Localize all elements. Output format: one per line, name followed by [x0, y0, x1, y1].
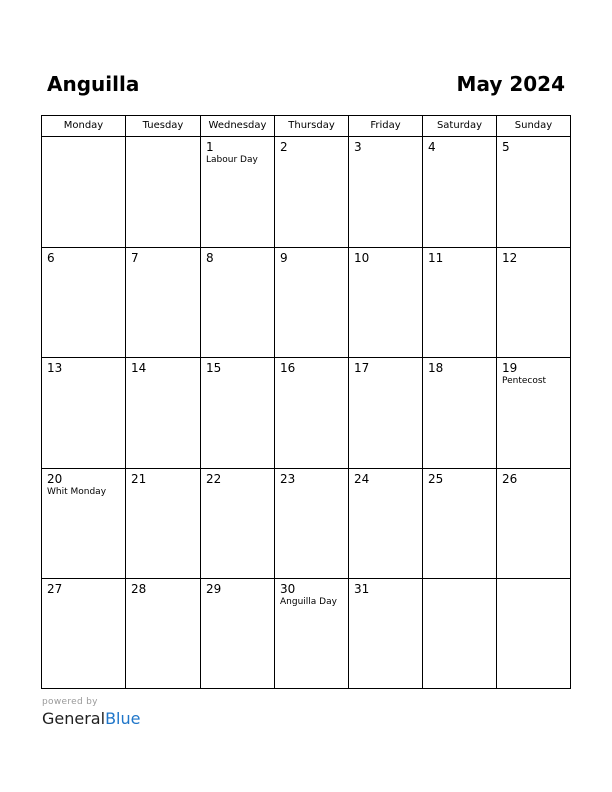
day-number: 11	[428, 251, 444, 265]
holiday-label: Labour Day	[206, 155, 258, 165]
day-cell	[423, 579, 497, 688]
day-cell	[349, 579, 423, 688]
day-cell	[349, 248, 423, 357]
day-number: 2	[280, 140, 288, 154]
day-cell	[126, 358, 201, 468]
day-cell	[349, 358, 423, 468]
day-number: 8	[206, 251, 214, 265]
day-cell	[275, 579, 349, 688]
day-cell	[423, 137, 497, 247]
powered-by-text: powered by	[42, 697, 98, 707]
day-number: 30	[280, 582, 296, 596]
week-row	[42, 137, 570, 248]
brand-general-text: General	[42, 709, 106, 728]
day-cell	[497, 358, 570, 468]
day-cell	[497, 579, 570, 688]
day-number: 28	[131, 582, 147, 596]
day-cell	[201, 248, 275, 357]
day-number: 21	[131, 472, 147, 486]
weekday-friday: Friday	[349, 116, 423, 136]
day-cell	[423, 248, 497, 357]
day-cell	[349, 137, 423, 247]
week-row	[42, 358, 570, 469]
day-number: 31	[354, 582, 370, 596]
day-number: 20	[47, 472, 63, 486]
month-year-title: May 2024	[456, 72, 565, 96]
day-cell	[126, 579, 201, 688]
day-number: 29	[206, 582, 222, 596]
day-number: 23	[280, 472, 296, 486]
day-cell	[126, 469, 201, 578]
day-cell	[126, 137, 201, 247]
country-title: Anguilla	[47, 72, 140, 96]
day-number: 25	[428, 472, 444, 486]
calendar-grid	[41, 115, 571, 689]
day-number: 19	[502, 361, 518, 375]
day-cell	[201, 469, 275, 578]
weeks-container	[42, 137, 570, 688]
weekday-saturday: Saturday	[423, 116, 497, 136]
day-number: 26	[502, 472, 518, 486]
week-row	[42, 248, 570, 358]
weekday-header-row	[42, 116, 570, 137]
day-cell	[42, 358, 126, 468]
weekday-wednesday: Wednesday	[201, 116, 275, 136]
weekday-monday: Monday	[42, 116, 126, 136]
week-row	[42, 469, 570, 579]
day-cell	[497, 469, 570, 578]
day-cell	[42, 248, 126, 357]
day-number: 22	[206, 472, 222, 486]
day-cell	[497, 137, 570, 247]
day-number: 1	[206, 140, 214, 154]
day-number: 13	[47, 361, 63, 375]
day-number: 17	[354, 361, 370, 375]
day-cell	[201, 358, 275, 468]
footer	[42, 697, 140, 729]
day-number: 24	[354, 472, 370, 486]
holiday-label: Whit Monday	[47, 487, 107, 497]
day-number: 5	[502, 140, 510, 154]
brand-logo[interactable]	[42, 709, 140, 729]
day-cell	[275, 248, 349, 357]
weekday-sunday: Sunday	[514, 120, 553, 131]
holiday-label: Pentecost	[502, 376, 547, 386]
day-number: 7	[131, 251, 139, 265]
day-cell	[42, 469, 126, 578]
day-number: 14	[131, 361, 147, 375]
day-cell	[42, 579, 126, 688]
weekday-thursday: Thursday	[275, 116, 349, 136]
day-number: 16	[280, 361, 296, 375]
day-number: 15	[206, 361, 222, 375]
day-cell	[201, 137, 275, 247]
week-row	[42, 579, 570, 688]
day-cell	[349, 469, 423, 578]
holiday-label: Anguilla Day	[280, 597, 337, 607]
brand-blue-text: Blue	[105, 709, 141, 728]
day-number: 18	[428, 361, 444, 375]
day-number: 4	[428, 140, 436, 154]
day-cell	[275, 469, 349, 578]
day-cell	[423, 358, 497, 468]
day-cell	[497, 248, 570, 357]
day-number: 9	[280, 251, 288, 265]
day-cell	[126, 248, 201, 357]
day-number: 3	[354, 140, 362, 154]
day-number: 12	[502, 251, 518, 265]
weekday-tuesday: Tuesday	[126, 116, 201, 136]
day-cell	[275, 358, 349, 468]
day-cell	[42, 137, 126, 247]
day-cell	[275, 137, 349, 247]
day-number: 6	[47, 251, 55, 265]
day-cell	[201, 579, 275, 688]
day-number: 27	[47, 582, 63, 596]
day-number: 10	[354, 251, 370, 265]
day-cell	[423, 469, 497, 578]
